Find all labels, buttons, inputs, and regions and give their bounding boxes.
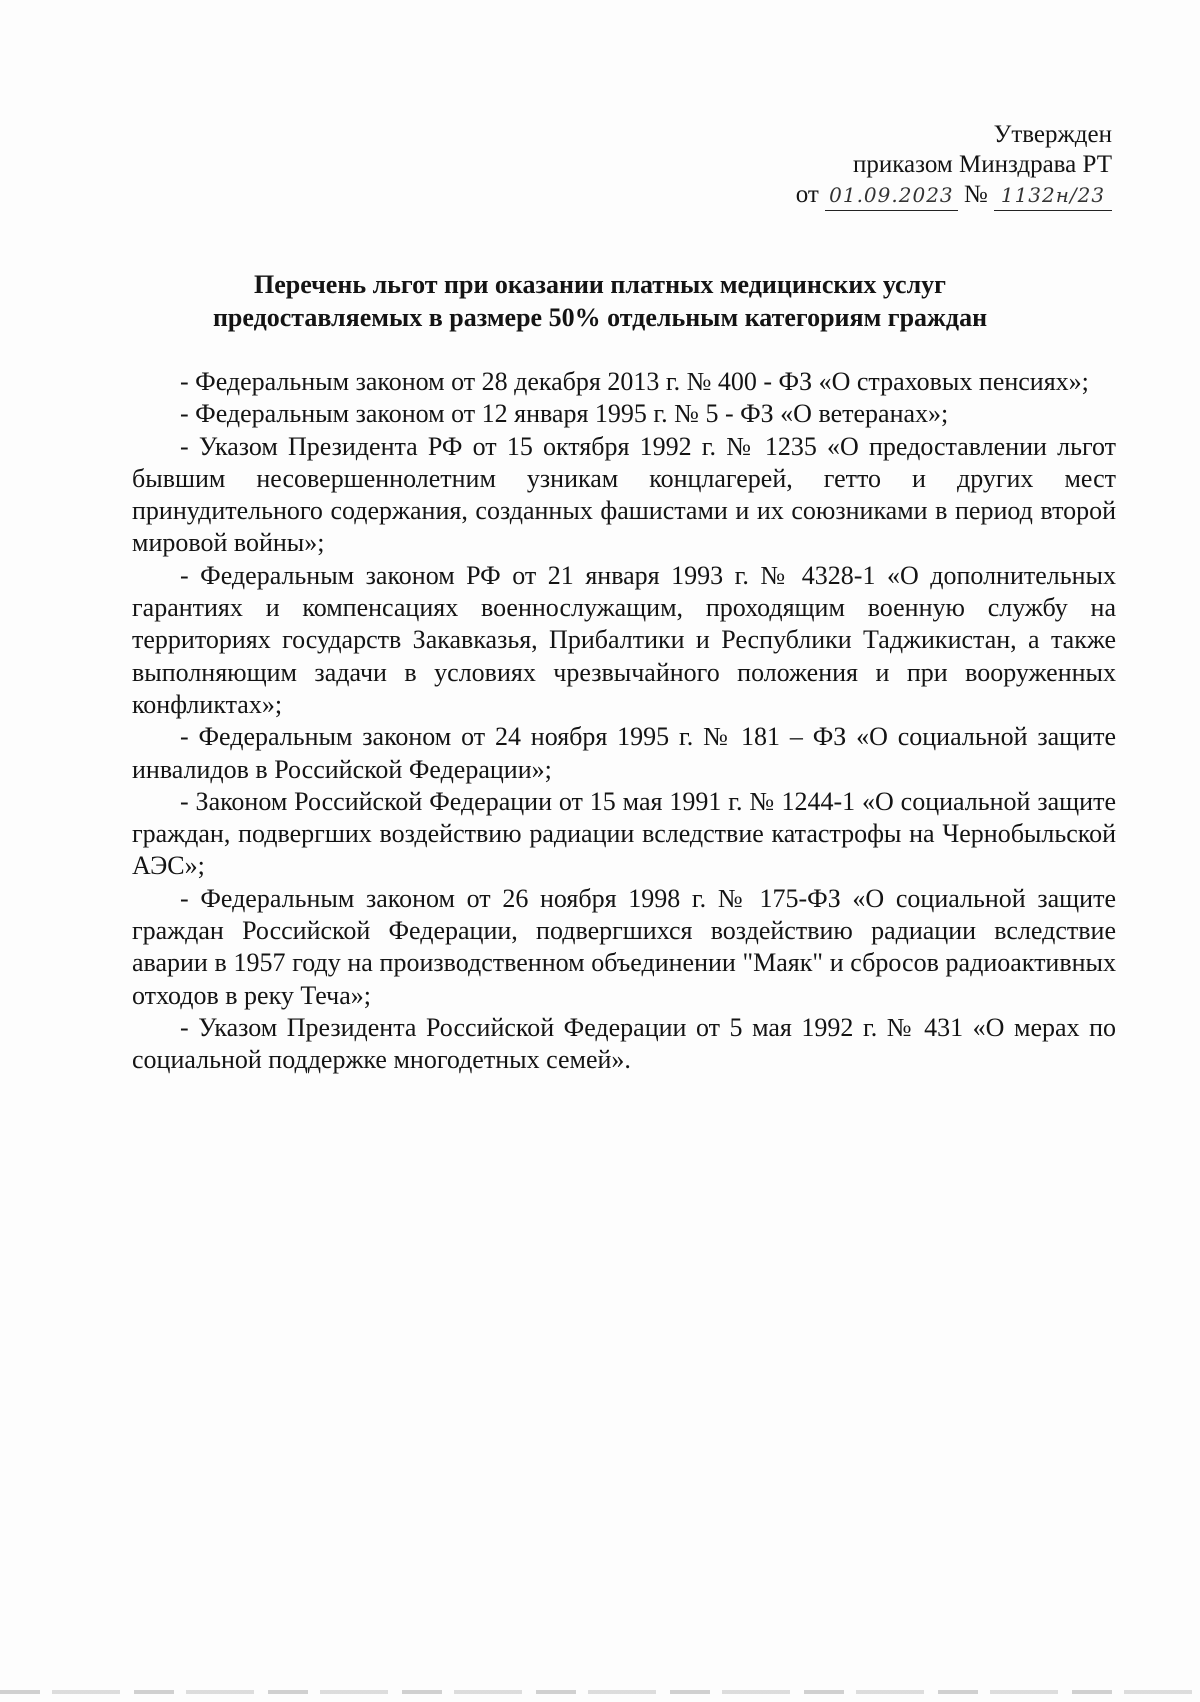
approval-status: Утвержден <box>993 121 1112 148</box>
document-title <box>110 268 1090 334</box>
scan-artifact-line <box>0 1690 1200 1694</box>
approval-number-label: № <box>963 181 988 208</box>
approval-issuer: приказом Минздрава РТ <box>853 151 1112 178</box>
list-item: - Федеральным законом от 12 января 1995 г. № 5 - ФЗ «О ветеранах»; <box>180 399 949 429</box>
approval-handwritten-number: 1132н/23 <box>994 180 1112 211</box>
list-item: - Федеральным законом от 28 декабря 2013 г. № 400 - ФЗ «О страховых пенсиях»; <box>180 367 1089 396</box>
list-item: - Указом Президента РФ от 15 октября 1992 г. № 1235 «О предоставлении льгот бывшим несовершеннолетним узникам концлагерей, гетто и других мест принудительного содержания, созданных фашистами и их союзниками в период второй мировой войны»; <box>132 431 1116 558</box>
list-item: - Законом Российской Федерации от 15 мая 1991 г. № 1244-1 «О социальной защите граждан, подвергших воздействию радиации вследствие катастрофы на Чернобыльской АЭС»; <box>132 786 1116 881</box>
approval-block <box>796 120 1112 211</box>
approval-from-label: от <box>795 181 819 208</box>
document-title-line-2: предоставляемых в размере 50% отдельным категориям граждан <box>212 303 988 332</box>
list-item: - Федеральным законом от 26 ноября 1998 г. № 175-ФЗ «О социальной защите граждан Российской Федерации, подвергшихся воздействию радиации вследствие аварии в 1957 году на производственном объединении "Маяк" и сбросов радиоактивных отходов в реку Теча»; <box>132 883 1116 1010</box>
approval-date-number-row <box>796 180 1112 211</box>
approval-handwritten-date: 01.09.2023 <box>825 180 958 211</box>
list-item: - Указом Президента Российской Федерации от 5 мая 1992 г. № 431 «О мерах по социальной поддержке многодетных семей». <box>132 1012 1116 1075</box>
document-title-line-1: Перечень льгот при оказании платных медицинских услуг <box>254 270 946 299</box>
list-item: - Федеральным законом от 24 ноября 1995 г. № 181 – ФЗ «О социальной защите инвалидов в Российской Федерации»; <box>132 722 1116 784</box>
list-item: - Федеральным законом РФ от 21 января 1993 г. № 4328-1 «О дополнительных гарантиях и компенсациях военнослужащим, проходящим военную службу на территориях государств Закавказья, Прибалтики и Республики Таджикистан, а также выполняющим задачи в условиях чрезвычайного положения и при вооруженных конфликтах»; <box>132 560 1116 719</box>
benefits-list <box>132 366 1116 1077</box>
